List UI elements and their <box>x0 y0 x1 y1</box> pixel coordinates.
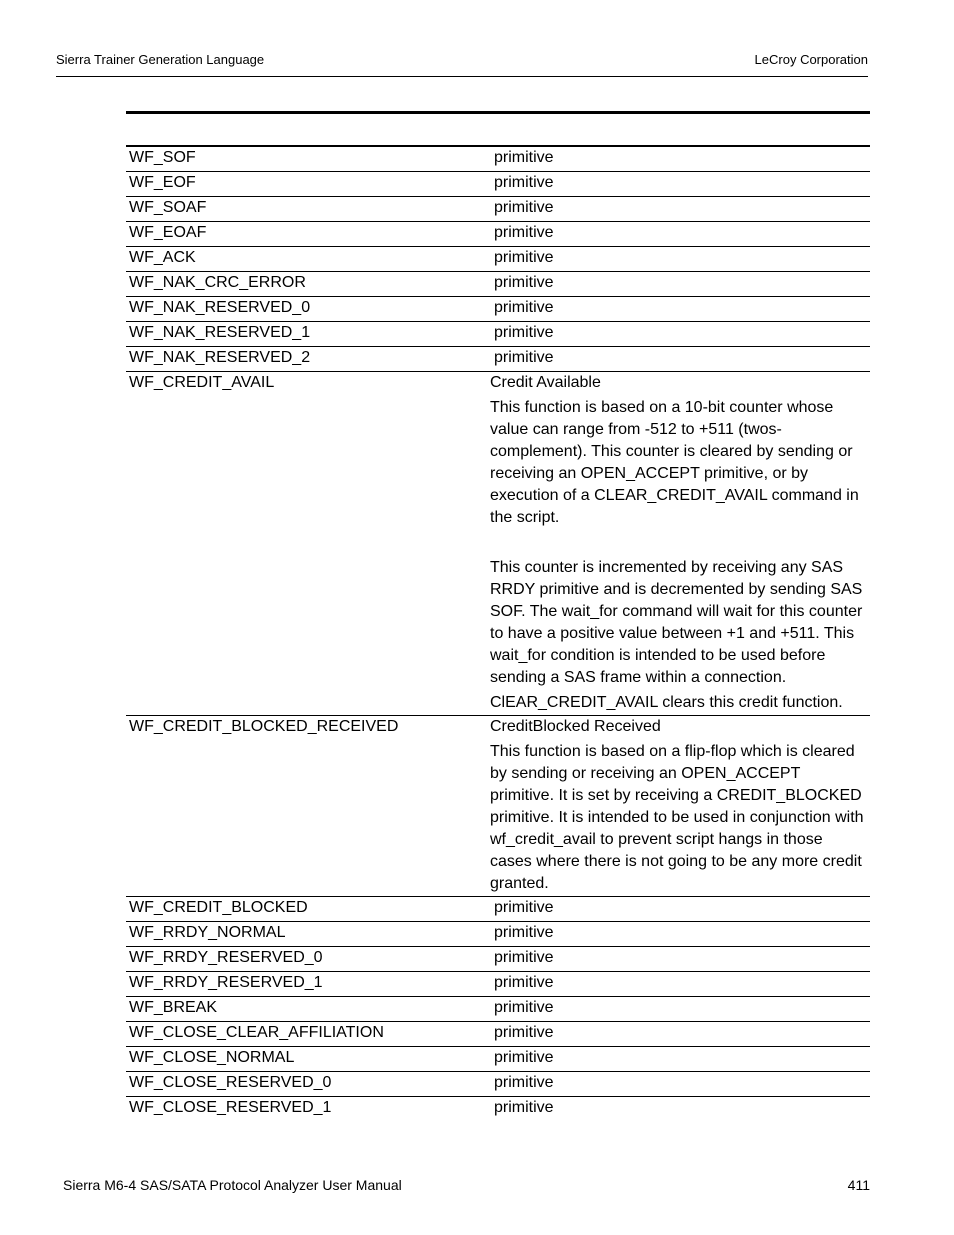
table-cell-description: primitive <box>494 299 554 316</box>
table-cell-name: WF_RRDY_NORMAL <box>129 924 286 941</box>
table-cell-description: primitive <box>494 349 554 366</box>
description-title: Credit Available <box>490 374 601 391</box>
description-title: CreditBlocked Received <box>490 718 661 735</box>
table-cell-name: WF_EOF <box>129 174 196 191</box>
table-cell-description: primitive <box>494 974 554 991</box>
table-cell-name: WF_NAK_RESERVED_1 <box>129 324 311 341</box>
table-cell-name: WF_CLOSE_CLEAR_AFFILIATION <box>129 1024 384 1041</box>
table-row <box>126 1097 870 1121</box>
table-row <box>126 222 870 247</box>
table-cell-name: WF_NAK_CRC_ERROR <box>129 274 306 291</box>
table-cell-name: WF_CREDIT_BLOCKED_RECEIVED <box>129 718 399 735</box>
table-cell-description: primitive <box>494 149 554 166</box>
table-cell-description: primitive <box>494 224 554 241</box>
table-cell-description: primitive <box>494 1049 554 1066</box>
table-row <box>126 1022 870 1047</box>
table-cell-name: WF_ACK <box>129 249 196 266</box>
table-cell-name: WF_RRDY_RESERVED_0 <box>129 949 323 966</box>
wait-for-table <box>126 145 870 1121</box>
description-paragraph: This function is based on a flip-flop which is cleared by sending or receiving an OPEN_ACCEPT primitive. It is set by receiving a CREDIT_BLOCKED primitive. It is intended to be used in conjunction with wf_credit_avail to prevent script hangs in those cases where there is not going to be any more credit granted. <box>490 743 864 892</box>
table-row <box>126 922 870 947</box>
table-cell-name: WF_CLOSE_NORMAL <box>129 1049 295 1066</box>
description-paragraph: ClEAR_CREDIT_AVAIL clears this credit function. <box>490 694 843 711</box>
table-top-rule <box>126 111 870 114</box>
table-row-credit-avail <box>126 372 870 716</box>
table-row <box>126 997 870 1022</box>
table-row <box>126 297 870 322</box>
table-cell-description: primitive <box>494 999 554 1016</box>
table-cell-description <box>488 716 870 896</box>
table-cell-name: WF_SOF <box>129 149 196 166</box>
table-cell-description: primitive <box>494 249 554 266</box>
table-row <box>126 247 870 272</box>
table-row <box>126 172 870 197</box>
footer-manual-title: Sierra M6-4 SAS/SATA Protocol Analyzer User Manual <box>63 1177 402 1193</box>
table-cell-name: WF_NAK_RESERVED_0 <box>129 299 311 316</box>
table-cell-name: WF_CREDIT_BLOCKED <box>129 899 308 916</box>
table-row <box>126 197 870 222</box>
table-row <box>126 322 870 347</box>
description-paragraph: This function is based on a 10-bit counter whose value can range from -512 to +511 (twos-complement). This counter is cleared by sending or receiving an OPEN_ACCEPT primitive, or by execution of a CLEAR_CREDIT_AVAIL command in the script. <box>490 399 859 526</box>
table-cell-name: WF_CLOSE_RESERVED_1 <box>129 1099 332 1116</box>
table-cell-description: primitive <box>494 174 554 191</box>
table-row <box>126 972 870 997</box>
table-row <box>126 1072 870 1097</box>
table-cell-description: primitive <box>494 949 554 966</box>
page-header <box>56 52 868 77</box>
table-cell-name: WF_EOAF <box>129 224 207 241</box>
table-cell-name: WF_CLOSE_RESERVED_0 <box>129 1074 332 1091</box>
table-row <box>126 947 870 972</box>
table-cell-description: primitive <box>494 1024 554 1041</box>
header-title: Sierra Trainer Generation Language <box>56 52 265 67</box>
description-paragraph: This counter is incremented by receiving any SAS RRDY primitive and is decremented by sending SAS SOF. The wait_for command will wait for this counter to have a positive value between +1 and +511. This wait_for condition is intended to be used before sending a SAS frame within a connection. <box>490 559 863 686</box>
table-cell-description <box>488 372 870 715</box>
table-cell-description: primitive <box>494 274 554 291</box>
table-cell-name: WF_NAK_RESERVED_2 <box>129 349 311 366</box>
table-cell-name: WF_BREAK <box>129 999 218 1016</box>
table-cell-name: WF_RRDY_RESERVED_1 <box>129 974 323 991</box>
table-row-credit-blocked-received <box>126 716 870 897</box>
table-cell-description: primitive <box>494 1099 554 1116</box>
page-number: 411 <box>847 1177 870 1193</box>
table-row <box>126 1047 870 1072</box>
table-cell-name: WF_CREDIT_AVAIL <box>129 374 275 391</box>
table-row <box>126 272 870 297</box>
table-cell-name: WF_SOAF <box>129 199 207 216</box>
table-row <box>126 897 870 922</box>
table-cell-description: primitive <box>494 899 554 916</box>
table-cell-description: primitive <box>494 924 554 941</box>
header-company: LeCroy Corporation <box>754 52 868 67</box>
table-cell-description: primitive <box>494 1074 554 1091</box>
table-cell-description: primitive <box>494 324 554 341</box>
table-cell-description: primitive <box>494 199 554 216</box>
table-row <box>126 347 870 372</box>
table-row <box>126 147 870 172</box>
